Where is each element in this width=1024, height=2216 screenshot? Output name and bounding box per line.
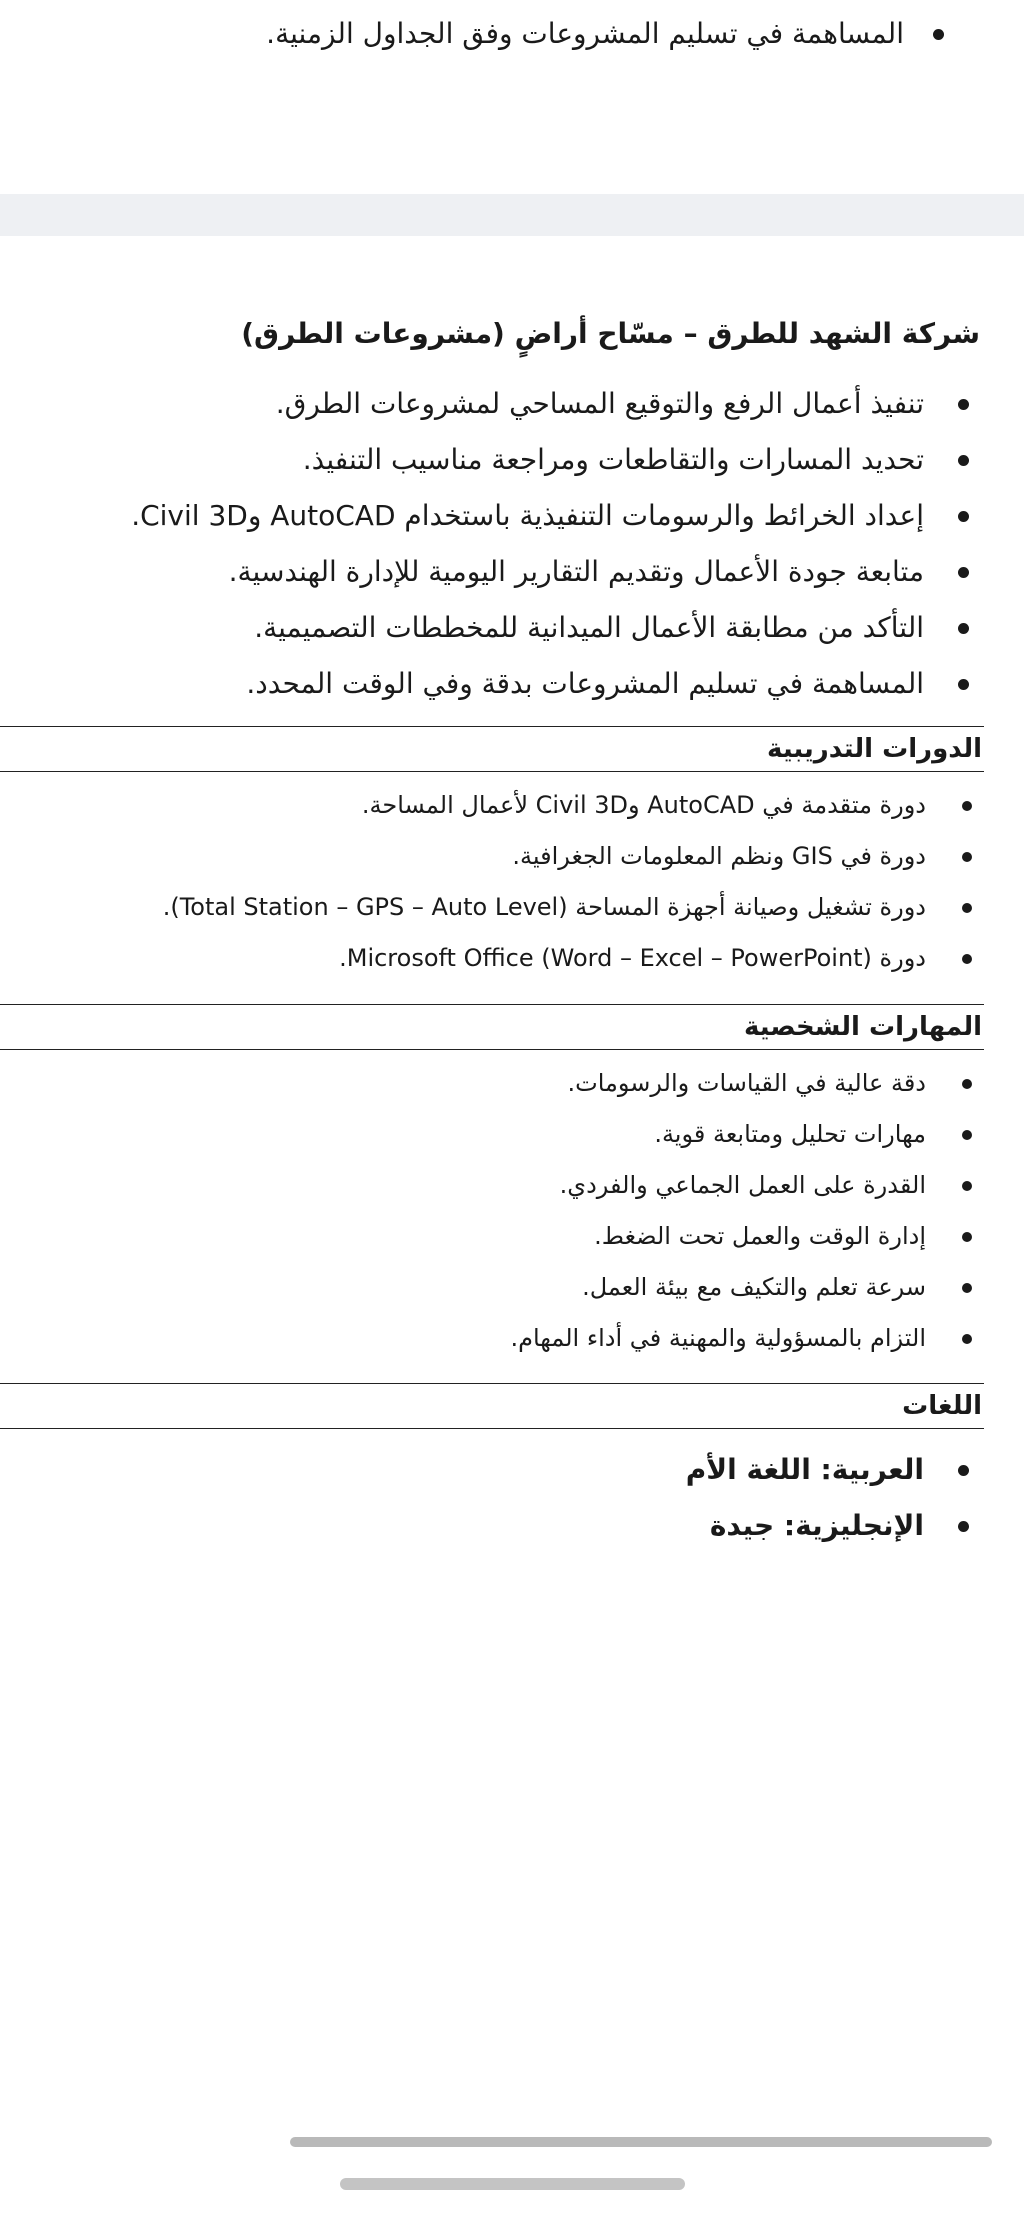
list-item: المساهمة في تسليم المشروعات وفق الجداول الزمنية. [44,14,944,54]
list-item: دورة Microsoft Office (Word – Excel – PowerPoint). [32,933,972,984]
list-item: المساهمة في تسليم المشروعات بدقة وفي الوقت المحدد. [69,656,969,712]
languages-list [69,1442,969,1554]
horizontal-scrollbar[interactable] [290,2137,992,2147]
list-item: سرعة تعلم والتكيف مع بيئة العمل. [32,1262,972,1313]
list-item: العربية: اللغة الأم [69,1442,969,1498]
list-item: متابعة جودة الأعمال وتقديم التقارير اليومية للإدارة الهندسية. [69,544,969,600]
list-item: إعداد الخرائط والرسومات التنفيذية باستخدام AutoCAD وCivil 3D. [69,488,969,544]
list-item: إدارة الوقت والعمل تحت الضغط. [32,1211,972,1262]
training-list [32,780,972,984]
list-item: التزام بالمسؤولية والمهنية في أداء المهام. [32,1313,972,1364]
list-item: تنفيذ أعمال الرفع والتوقيع المساحي لمشروعات الطرق. [69,376,969,432]
list-item: تحديد المسارات والتقاطعات ومراجعة مناسيب التنفيذ. [69,432,969,488]
section-title: الدورات التدريبية [767,734,982,764]
list-item: الإنجليزية: جيدة [69,1498,969,1554]
skills-section-header [0,1004,984,1050]
home-indicator[interactable] [340,2178,685,2190]
list-item: دورة تشغيل وصيانة أجهزة المساحة (Total Station – GPS – Auto Level). [32,882,972,933]
card-separator [0,194,1024,236]
list-item: القدرة على العمل الجماعي والفردي. [32,1160,972,1211]
job-title: شركة الشهد للطرق – مسّاح أراضٍ (مشروعات الطرق) [241,317,980,350]
section-title: المهارات الشخصية [744,1012,982,1042]
list-item: دورة في GIS ونظم المعلومات الجغرافية. [32,831,972,882]
training-section-header [0,726,984,772]
job-duties-list [69,376,969,712]
languages-section-header [0,1383,984,1429]
list-item: مهارات تحليل ومتابعة قوية. [32,1109,972,1160]
previous-job-list [44,14,944,54]
list-item: التأكد من مطابقة الأعمال الميدانية للمخططات التصميمية. [69,600,969,656]
list-item: دقة عالية في القياسات والرسومات. [32,1058,972,1109]
skills-list [32,1058,972,1364]
section-title: اللغات [902,1391,982,1421]
list-item: دورة متقدمة في AutoCAD وCivil 3D لأعمال المساحة. [32,780,972,831]
